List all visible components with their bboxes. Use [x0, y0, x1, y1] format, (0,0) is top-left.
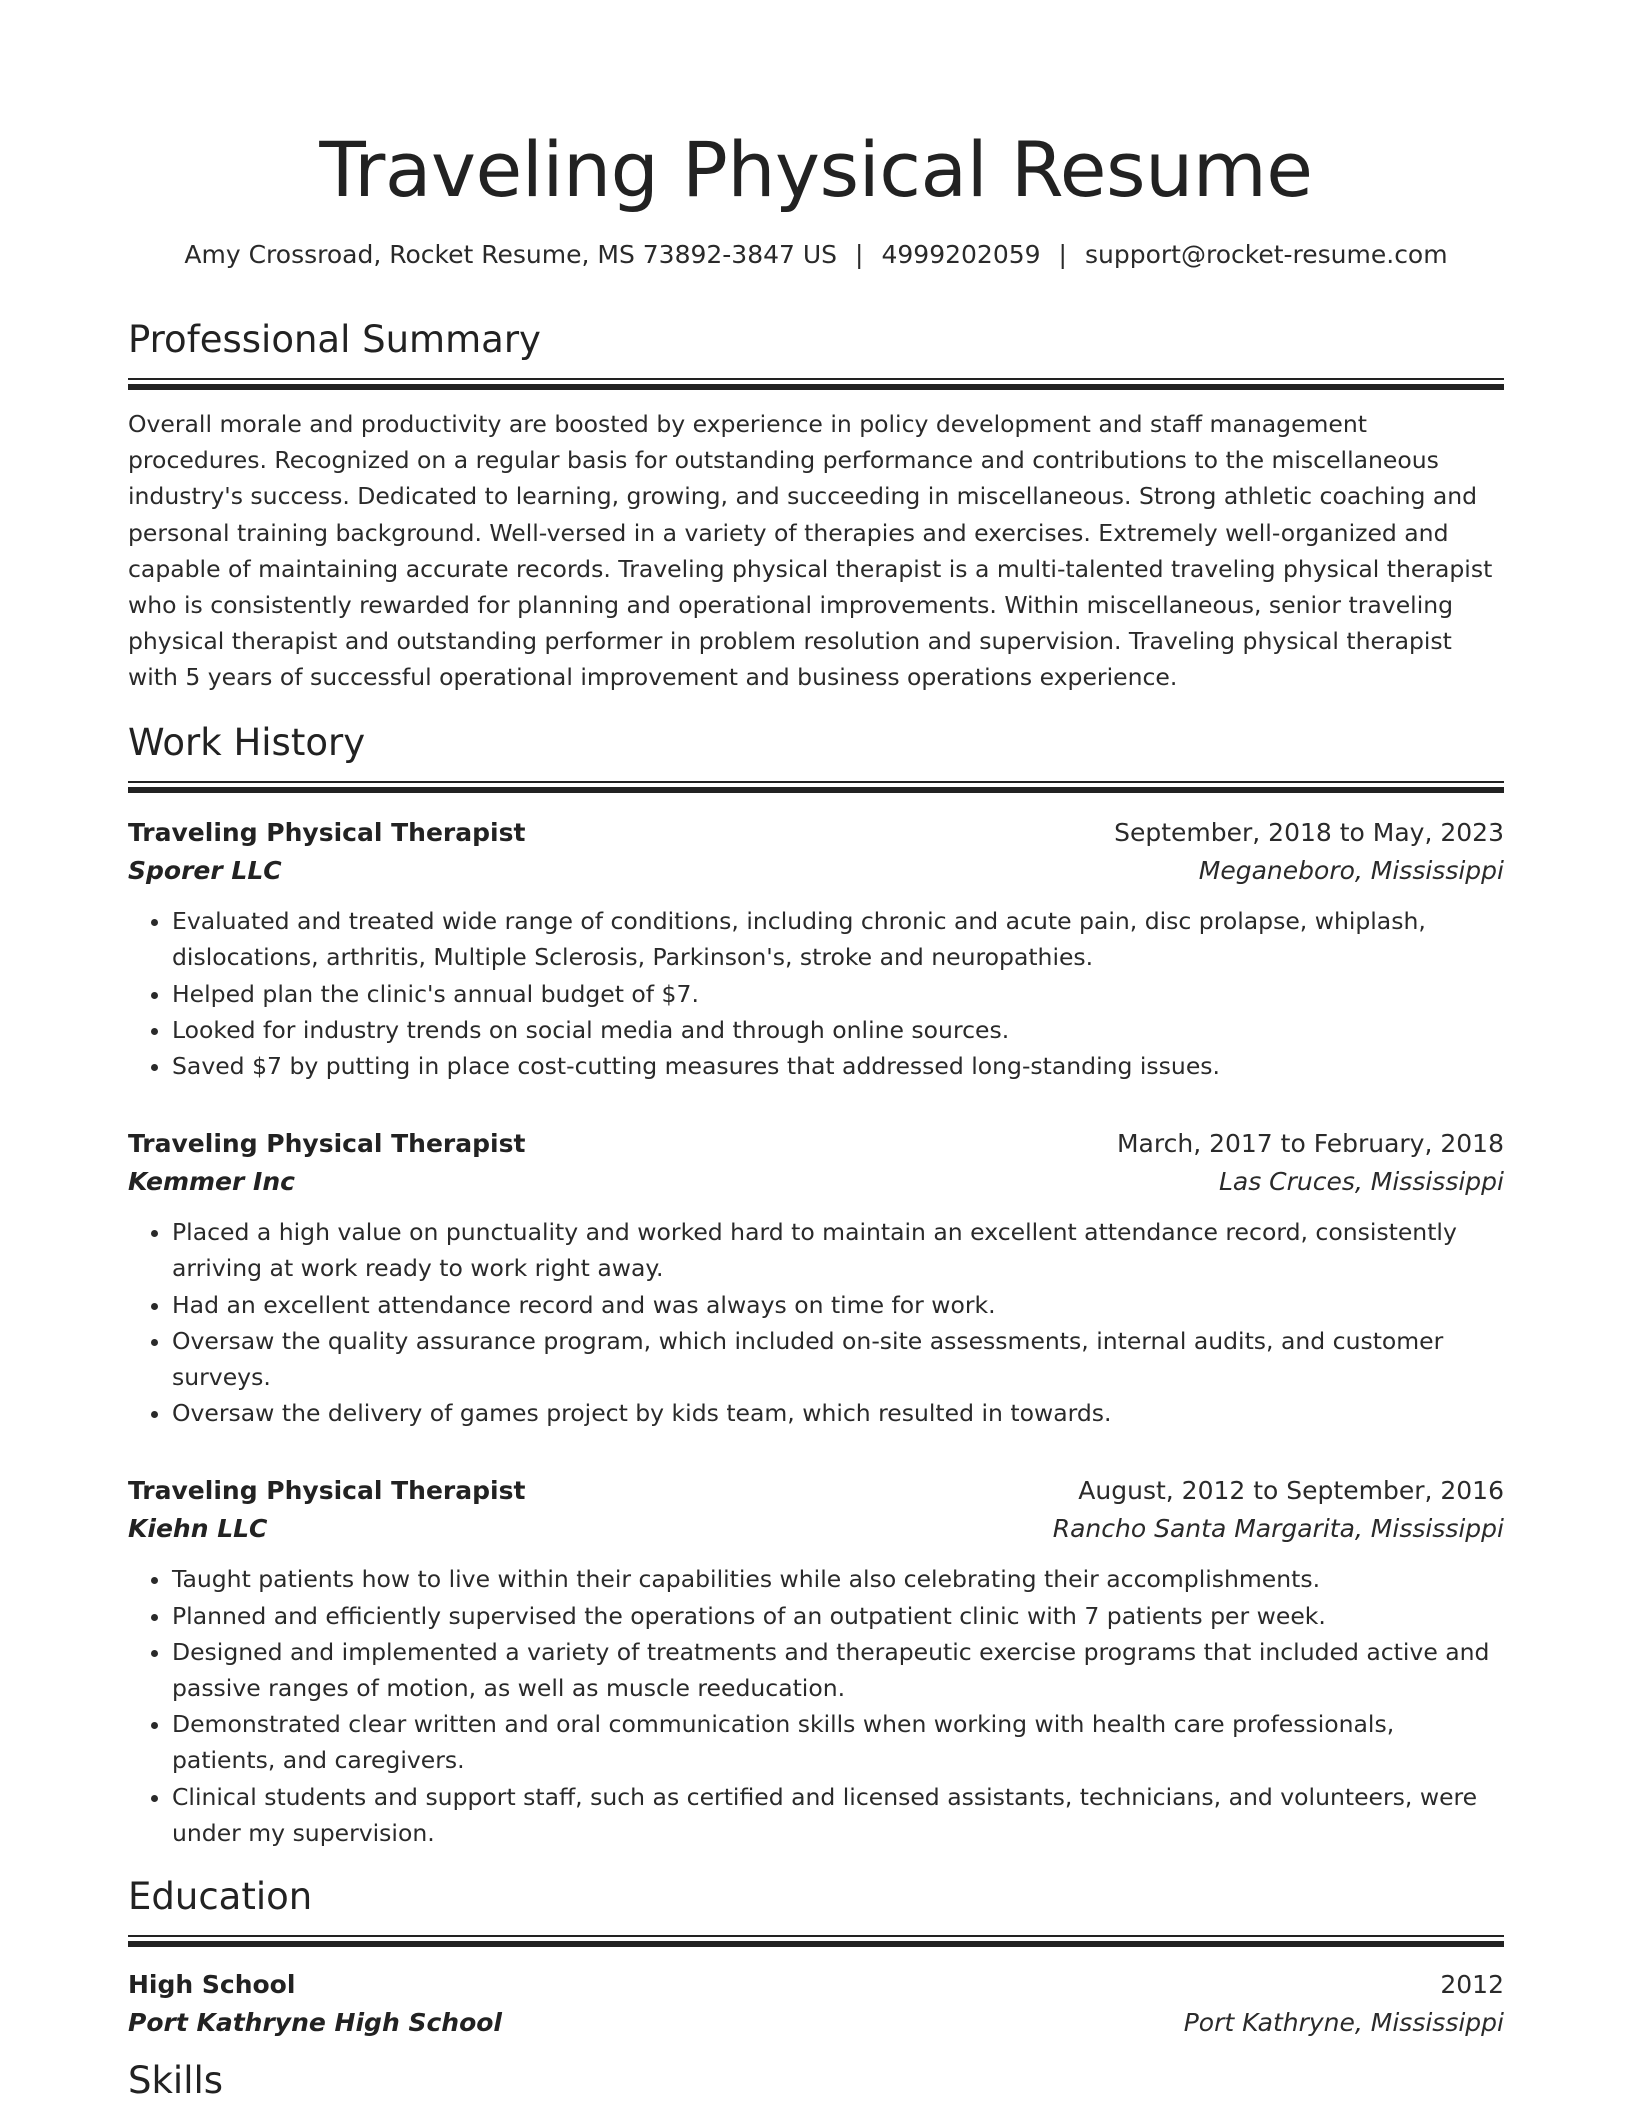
job-bullet: • Designed and implemented a variety of treatments and therapeutic exercise programs that included active and passive ranges of motion, as well as muscle reeducation. — [172, 1634, 1504, 1706]
section-divider — [128, 1935, 1504, 1947]
job-bullet: • Evaluated and treated wide range of conditions, including chronic and acute pain, disc prolapse, whiplash, dislocations, arthritis, Multiple Sclerosis, Parkinson's, stroke and neuropathies. — [172, 903, 1504, 975]
job-title: Traveling Physical Therapist — [128, 1129, 526, 1159]
section-heading-skills: Skills — [128, 2058, 224, 2102]
job-company: Kiehn LLC — [128, 1514, 268, 1544]
section-divider — [128, 781, 1504, 793]
job-bullets — [128, 1214, 1504, 1431]
job-bullet: • Placed a high value on punctuality and worked hard to maintain an excellent attendance record, consistently arriving at work ready to work right away. — [172, 1214, 1504, 1286]
job-bullet: • Demonstrated clear written and oral communication skills when working with health care professionals, patients, and caregivers. — [172, 1706, 1504, 1778]
job-company: Sporer LLC — [128, 856, 282, 886]
job-header-row — [128, 1126, 1504, 1162]
job-bullet: • Looked for industry trends on social media and through online sources. — [172, 1012, 1504, 1048]
job-header-row — [128, 815, 1504, 851]
job-dates: March, 2017 to February, 2018 — [1116, 1129, 1504, 1159]
section-divider — [128, 378, 1504, 390]
job-title: Traveling Physical Therapist — [128, 1476, 526, 1506]
contact-line — [128, 238, 1504, 272]
resume-page — [128, 0, 1504, 2105]
contact-address: Amy Crossroad, Rocket Resume, MS 73892-3847 US — [184, 240, 838, 269]
summary-section — [128, 316, 1504, 696]
job-bullet: • Clinical students and support staff, such as certified and licensed assistants, technicians, and volunteers, were under my supervision. — [172, 1779, 1504, 1851]
job-bullet: • Taught patients how to live within their capabilities while also celebrating their accomplishments. — [172, 1561, 1504, 1597]
contact-separator: | — [855, 240, 864, 269]
skills-section — [128, 2057, 1504, 2105]
contact-separator: | — [1058, 240, 1067, 269]
education-school: Port Kathryne High School — [128, 2007, 502, 2037]
section-heading-education: Education — [128, 1874, 313, 1918]
contact-phone: 4999202059 — [881, 240, 1041, 269]
job-bullet: • Planned and efficiently supervised the operations of an outpatient clinic with 7 patients per week. — [172, 1598, 1504, 1634]
job-company: Kemmer Inc — [128, 1167, 295, 1197]
education-location: Port Kathryne, Mississippi — [1183, 2007, 1504, 2037]
resume-title: Traveling Physical Resume — [319, 125, 1313, 214]
education-degree: High School — [128, 1969, 296, 1999]
job-dates: September, 2018 to May, 2023 — [1114, 818, 1504, 848]
work-history-section — [128, 719, 1504, 1851]
contact-email: support@rocket-resume.com — [1084, 240, 1448, 269]
section-heading-work-history: Work History — [128, 721, 366, 765]
job-entry — [128, 1473, 1504, 1851]
job-location: Las Cruces, Mississippi — [1218, 1167, 1504, 1197]
job-title: Traveling Physical Therapist — [128, 818, 526, 848]
job-entry — [128, 1126, 1504, 1431]
job-bullet: • Oversaw the delivery of games project by kids team, which resulted in towards. — [172, 1395, 1504, 1431]
job-bullets — [128, 1561, 1504, 1851]
education-header-row — [128, 1967, 1504, 2003]
job-bullet: • Saved $7 by putting in place cost-cutting measures that addressed long-standing issues. — [172, 1048, 1504, 1084]
job-header-row — [128, 1473, 1504, 1509]
education-year: 2012 — [1440, 1969, 1504, 1999]
job-bullet: • Oversaw the quality assurance program, which included on-site assessments, internal audits, and customer surveys. — [172, 1323, 1504, 1395]
summary-text: Overall morale and productivity are boosted by experience in policy development and staff management procedures. Recognized on a regular basis for outstanding performance and contributions to the miscellaneous industry's success. Dedicated to learning, growing, and succeeding in miscellaneous. Strong athletic coaching and personal training background. Well-versed in a variety of therapies and exercises. Extremely well-organized and capable of maintaining accurate records. Traveling physical therapist is a multi-talented traveling physical therapist who is consistently rewarded for planning and operational improvements. Within miscellaneous, senior traveling physical therapist and outstanding performer in problem resolution and supervision. Traveling physical therapist with 5 years of successful operational improvement and business operations experience. — [128, 410, 1493, 692]
education-school-row — [128, 2005, 1504, 2041]
job-location: Meganeboro, Mississippi — [1198, 856, 1504, 886]
job-entry — [128, 815, 1504, 1084]
education-section — [128, 1873, 1504, 2041]
job-location: Rancho Santa Margarita, Mississippi — [1052, 1514, 1504, 1544]
job-bullet: • Helped plan the clinic's annual budget of $7. — [172, 976, 1504, 1012]
job-dates: August, 2012 to September, 2016 — [1078, 1476, 1504, 1506]
job-company-row — [128, 1164, 1504, 1200]
section-heading-summary: Professional Summary — [128, 318, 541, 361]
job-bullets — [128, 903, 1504, 1084]
job-bullet: • Had an excellent attendance record and was always on time for work. — [172, 1287, 1504, 1323]
education-entry — [128, 1967, 1504, 2041]
job-company-row — [128, 1511, 1504, 1547]
job-company-row — [128, 853, 1504, 889]
